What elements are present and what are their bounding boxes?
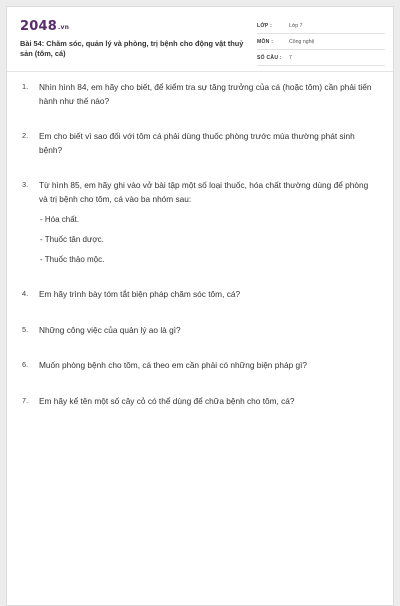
lesson-title: Bài 54: Chăm sóc, quản lý và phòng, trị bệnh cho động vật thuỷ sản (tôm, cá) bbox=[20, 39, 244, 58]
meta-row-subject bbox=[257, 36, 385, 50]
meta-key-subject: MÔN : bbox=[257, 39, 274, 45]
question-text: Những công việc của quản lý ao là gì? bbox=[39, 324, 181, 335]
meta-value-question-count: 7 bbox=[289, 55, 292, 61]
question-list bbox=[7, 81, 395, 430]
question-number: 4. bbox=[22, 289, 29, 298]
question-number: 2. bbox=[22, 131, 29, 140]
meta-row-class bbox=[257, 20, 385, 34]
meta-value-subject: Công nghệ bbox=[289, 39, 315, 45]
question-number: 7. bbox=[22, 395, 29, 405]
question-item-6 bbox=[7, 359, 395, 373]
question-item-4 bbox=[7, 288, 395, 302]
meta-key-question-count: SỐ CÂU : bbox=[257, 55, 282, 61]
question-subitem: - Hóa chất. bbox=[40, 215, 80, 224]
question-item-5 bbox=[7, 324, 395, 338]
question-text: Em hãy trình bày tóm tắt biện pháp chăm sóc tôm, cá? bbox=[39, 289, 241, 299]
question-text: Muốn phòng bệnh cho tôm, cá theo em cần phải có những biện pháp gì? bbox=[39, 360, 308, 370]
question-text: Nhìn hình 84, em hãy cho biết, để kiểm tra sự tăng trưởng của cá (hoặc tôm) cần phải tiến hành như thế nào? bbox=[39, 82, 372, 106]
worksheet-page bbox=[6, 6, 394, 606]
meta-value-class: Lớp 7 bbox=[289, 23, 303, 29]
question-subitem: - Thuốc thảo mộc. bbox=[40, 255, 105, 264]
question-item-2 bbox=[7, 130, 395, 157]
logo-text: 2048 bbox=[20, 19, 57, 34]
worksheet-meta bbox=[257, 20, 385, 68]
question-text: Từ hình 85, em hãy ghi vào vở bài tập một số loại thuốc, hóa chất thường dùng để phòng và trị bệnh cho tôm, cá vào ba nhóm sau: bbox=[39, 180, 369, 204]
question-item-3 bbox=[7, 179, 395, 266]
question-item-1 bbox=[7, 81, 395, 108]
question-number: 6. bbox=[22, 360, 29, 369]
question-text: Em cho biết vì sao đối với tôm cá phải dùng thuốc phòng trước mùa thường phát sinh bệnh? bbox=[39, 131, 355, 155]
header-divider bbox=[7, 71, 395, 72]
question-number: 1. bbox=[22, 82, 29, 91]
question-number: 3. bbox=[22, 180, 29, 189]
question-item-7 bbox=[7, 395, 395, 409]
worksheet-header bbox=[7, 7, 395, 67]
question-text: Em hãy kể tên một số cây cỏ có thể dùng để chữa bệnh cho tôm, cá? bbox=[39, 395, 295, 406]
meta-key-class: LỚP : bbox=[257, 23, 273, 29]
question-number: 5. bbox=[22, 324, 29, 334]
question-subitem: - Thuốc tân dược. bbox=[40, 235, 104, 244]
meta-row-question-count bbox=[257, 52, 385, 66]
logo-suffix: .vn bbox=[57, 24, 70, 31]
site-logo[interactable] bbox=[20, 19, 69, 34]
